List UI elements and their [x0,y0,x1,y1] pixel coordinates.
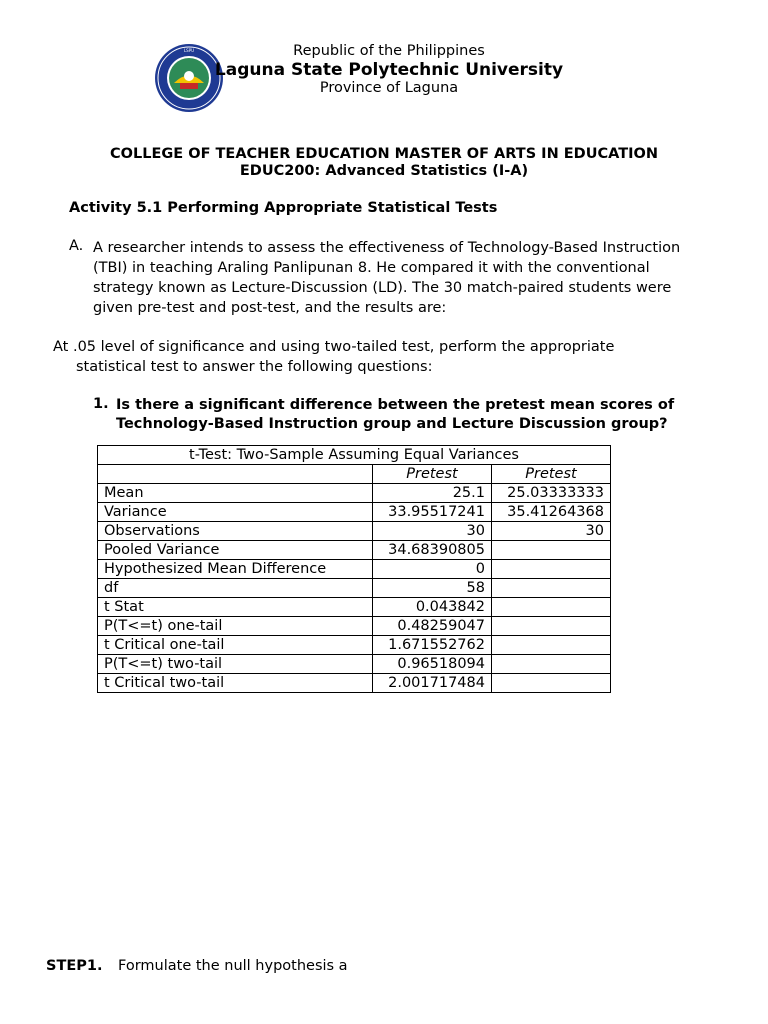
instruction-line-1: At .05 level of significance and using two-tailed test, perform the appropriate [53,339,615,355]
table-row [98,579,611,598]
header-republic: Republic of the Philippines [293,43,485,59]
ttest-row-value-1: 33.95517241 [373,503,492,522]
ttest-header-blank [98,465,373,484]
ttest-row-label: df [98,579,373,598]
step1-label: STEP1. [46,958,103,974]
ttest-row-value-2 [492,655,611,674]
course-title: EDUC200: Advanced Statistics (I-A) [239,163,529,179]
table-row [98,541,611,560]
ttest-row-label: t Critical one-tail [98,636,373,655]
table-row [98,598,611,617]
ttest-row-value-1: 34.68390805 [373,541,492,560]
ttest-row-value-2 [492,674,611,693]
ttest-row-label: Variance [98,503,373,522]
ttest-row-value-2: 35.41264368 [492,503,611,522]
ttest-row-label: Hypothesized Mean Difference [98,560,373,579]
ttest-row-label: Observations [98,522,373,541]
ttest-row-value-1: 30 [373,522,492,541]
table-row [98,636,611,655]
table-row [98,522,611,541]
ttest-header-row [98,465,611,484]
ttest-table [97,445,611,693]
ttest-row-value-1: 0.48259047 [373,617,492,636]
question-1-number: 1. [93,396,109,412]
ttest-row-label: t Critical two-tail [98,674,373,693]
ttest-row-label: Pooled Variance [98,541,373,560]
ttest-row-value-2: 25.03333333 [492,484,611,503]
ttest-row-value-2 [492,579,611,598]
instruction-paragraph [53,337,693,377]
ttest-row-label: P(T<=t) one-tail [98,617,373,636]
ttest-title-row [98,446,611,465]
ttest-body [98,484,611,693]
activity-title: Activity 5.1 Performing Appropriate Statistical Tests [69,200,498,216]
ttest-header-col1: Pretest [373,465,492,484]
ttest-row-value-1: 58 [373,579,492,598]
table-row [98,503,611,522]
item-a-text: A researcher intends to assess the effectiveness of Technology-Based Instruction (TBI) in teaching Araling Panlipunan 8. He compared it with the conventional strategy known as Lecture-Discussion (LD). The 30 match-paired students were given pre-test and post-test, and the results are: [93,240,681,316]
svg-text:LSPU: LSPU [183,48,195,53]
ttest-row-label: t Stat [98,598,373,617]
ttest-row-value-2 [492,541,611,560]
table-row [98,484,611,503]
ttest-row-value-1: 0.043842 [373,598,492,617]
ttest-row-value-1: 25.1 [373,484,492,503]
header-province: Province of Laguna [319,80,459,96]
ttest-header-col2: Pretest [492,465,611,484]
college-title: COLLEGE OF TEACHER EDUCATION MASTER OF ARTS IN EDUCATION [110,146,658,162]
table-row [98,655,611,674]
ttest-row-label: P(T<=t) two-tail [98,655,373,674]
ttest-row-value-2 [492,560,611,579]
item-a-letter: A. [69,238,84,254]
header-university-name: Laguna State Polytechnic University [214,60,564,80]
ttest-row-value-2: 30 [492,522,611,541]
question-1-text: Is there a significant difference between the pretest mean scores of Technology-Based Instruction group and Lecture Discussion group? [116,397,675,432]
ttest-row-label: Mean [98,484,373,503]
ttest-row-value-1: 1.671552762 [373,636,492,655]
ttest-row-value-1: 0.96518094 [373,655,492,674]
table-row [98,674,611,693]
ttest-row-value-2 [492,617,611,636]
table-row [98,560,611,579]
ttest-row-value-2 [492,598,611,617]
table-row [98,617,611,636]
ttest-row-value-1: 0 [373,560,492,579]
instruction-line-2: statistical test to answer the following questions: [76,359,433,375]
ttest-row-value-1: 2.001717484 [373,674,492,693]
step1-text: Formulate the null hypothesis a [118,958,348,974]
ttest-title: t-Test: Two-Sample Assuming Equal Variances [98,446,611,465]
ttest-row-value-2 [492,636,611,655]
